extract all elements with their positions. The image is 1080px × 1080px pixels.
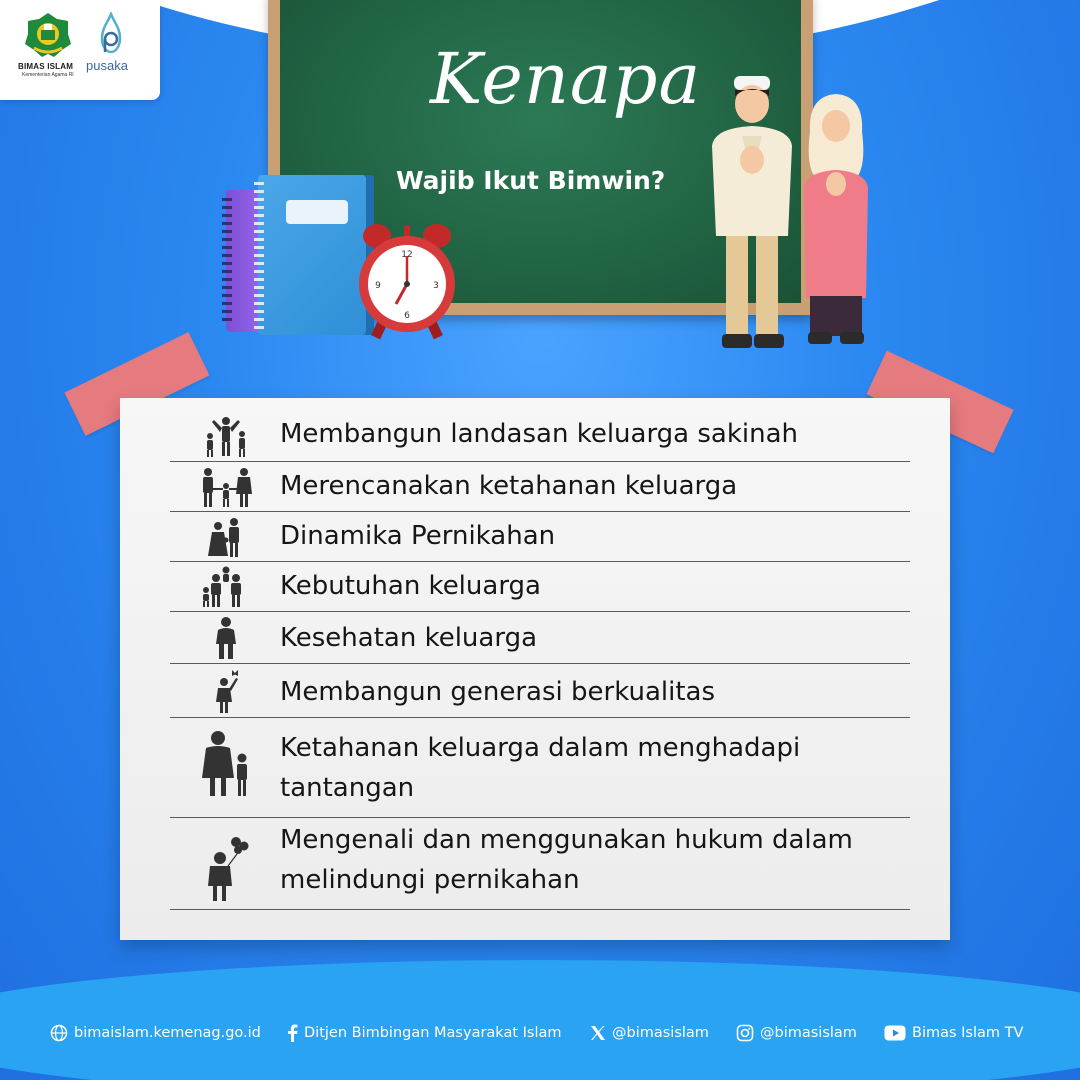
logo-box — [0, 0, 160, 100]
footer-instagram[interactable] — [736, 1016, 857, 1050]
svg-text:12: 12 — [401, 250, 413, 260]
board-title: Kenapa — [430, 38, 702, 120]
facebook-icon — [286, 1024, 298, 1042]
family-lifting-child-icon — [196, 566, 256, 608]
embracing-couple-icon — [196, 616, 256, 660]
kemenag-label: BIMAS ISLAM — [18, 62, 74, 71]
list-item — [170, 562, 910, 612]
footer-website-label: bimaislam.kemenag.go.id — [74, 1025, 261, 1041]
list-item-label: Membangun generasi berkualitas — [280, 677, 716, 707]
footer-instagram-label: @bimasislam — [760, 1025, 857, 1041]
man-figure-icon — [702, 76, 802, 352]
list-item-label: Kesehatan keluarga — [280, 623, 538, 653]
blue-notebook-spiral — [254, 182, 264, 330]
family-group-icon — [196, 416, 256, 458]
list-item-label: Kebutuhan keluarga — [280, 571, 541, 601]
couple-icon — [196, 516, 256, 558]
instagram-icon — [736, 1024, 754, 1042]
footer-facebook-label: Ditjen Bimbingan Masyarakat Islam — [304, 1025, 562, 1041]
list-item — [170, 612, 910, 664]
svg-text:9: 9 — [375, 281, 381, 291]
svg-text:3: 3 — [433, 281, 439, 291]
footer-youtube[interactable] — [884, 1016, 1023, 1050]
board-subtitle: Wajib Ikut Bimwin? — [396, 166, 666, 195]
list-item-label: Ketahanan keluarga dalam menghadapi tantangan — [280, 733, 801, 803]
kemenag-sub-label: Kementerian Agama RI — [22, 72, 74, 78]
list-item-label: Membangun landasan keluarga sakinah — [280, 419, 799, 449]
globe-icon — [50, 1024, 68, 1042]
footer-website[interactable] — [50, 1016, 261, 1050]
alarm-clock-icon — [352, 222, 462, 342]
footer-x-label: @bimasislam — [612, 1025, 709, 1041]
list-item-label: Dinamika Pernikahan — [280, 521, 556, 551]
list-item — [170, 512, 910, 562]
footer-youtube-label: Bimas Islam TV — [912, 1025, 1024, 1041]
list-item-label: Mengenali dan menggunakan hukum dalam melindungi pernikahan — [280, 825, 853, 895]
list-item — [170, 462, 910, 512]
list-item — [170, 412, 910, 462]
child-with-butterfly-icon — [196, 668, 256, 714]
x-logo-icon — [590, 1025, 606, 1041]
footer-x[interactable] — [590, 1016, 709, 1050]
purple-notebook-spiral — [222, 198, 232, 324]
woman-figure-icon — [800, 92, 872, 346]
footer — [0, 1016, 1080, 1050]
blue-notebook-label — [286, 200, 348, 224]
mother-child-icon — [196, 730, 256, 798]
pusaka-label: pusaka — [86, 58, 128, 73]
list-item-label: Merencanakan ketahanan keluarga — [280, 471, 738, 501]
list-item — [170, 718, 910, 818]
kemenag-emblem-icon — [24, 12, 72, 58]
family-holding-hands-icon — [196, 466, 256, 508]
list-item — [170, 664, 910, 718]
child-with-balloons-icon — [196, 834, 256, 902]
youtube-icon — [884, 1025, 906, 1041]
list-item — [170, 818, 910, 910]
svg-text:6: 6 — [404, 311, 410, 321]
footer-facebook[interactable] — [286, 1016, 562, 1050]
pusaka-drop-icon — [96, 12, 126, 58]
